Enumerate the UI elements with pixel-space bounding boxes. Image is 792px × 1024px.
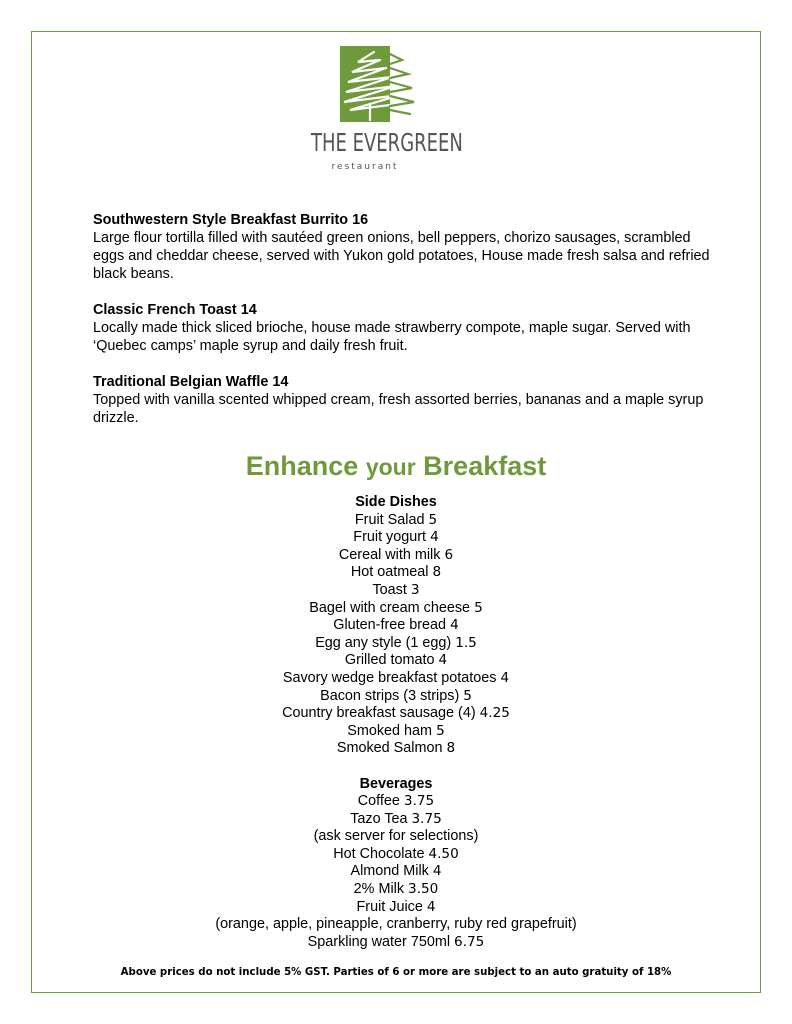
item-name: Fruit Juice	[356, 898, 423, 915]
list-item	[0, 916, 792, 934]
item-name: 2% Milk	[353, 881, 405, 898]
item-name: Smoked Salmon	[336, 740, 443, 757]
item-name: Bagel with cream cheese	[309, 599, 471, 616]
item-name: Gluten-free bread	[333, 617, 447, 634]
beverages-list	[0, 793, 792, 951]
item-name: Tazo Tea	[350, 810, 408, 827]
item-price: 3.50	[408, 881, 439, 898]
list-item	[0, 881, 792, 899]
menu-item-price: 16	[352, 212, 369, 228]
menu-item	[93, 301, 713, 355]
list-item	[0, 582, 792, 600]
list-item	[0, 740, 792, 758]
item-name: Fruit yogurt	[353, 529, 427, 546]
list-item	[0, 793, 792, 811]
menu-item-description: Topped with vanilla scented whipped cream, fresh assorted berries, bananas and a maple syrup drizzle.	[93, 392, 704, 426]
side-dishes-list	[0, 512, 792, 758]
item-price: 4	[432, 863, 442, 880]
list-item	[0, 828, 792, 846]
item-name: Fruit Salad	[354, 511, 425, 528]
menu-item-description: Large flour tortilla filled with sautéed green onions, bell peppers, chorizo sausages, scrambled eggs and cheddar cheese, served with Yukon gold potatoes, House made fresh salsa and refried black beans.	[93, 230, 710, 282]
item-name: Grilled tomato	[344, 652, 435, 669]
item-price: 8	[446, 740, 456, 757]
list-item	[0, 705, 792, 723]
item-name: Bacon strips (3 strips)	[320, 687, 460, 704]
list-item	[0, 670, 792, 688]
item-name: Cereal with milk	[338, 546, 441, 563]
item-price: 4	[438, 652, 448, 669]
menu-item-title: Classic French Toast 14	[93, 302, 257, 318]
item-price: 5	[474, 599, 483, 616]
list-item	[0, 899, 792, 917]
menu-item-price: 14	[240, 302, 257, 318]
menu-item-title: Traditional Belgian Waffle 14	[93, 374, 289, 390]
menu-item-price: 14	[272, 374, 289, 390]
item-price: 1.5	[455, 634, 477, 651]
item-name: Egg any style (1 egg)	[315, 634, 452, 651]
item-price: 4.25	[479, 705, 510, 722]
restaurant-name: THE EVERGREEN	[311, 128, 463, 157]
item-price: 3	[410, 581, 420, 598]
item-name: Country breakfast sausage (4)	[282, 705, 476, 722]
menu-item	[93, 373, 713, 427]
list-item	[0, 652, 792, 670]
item-price: 3.75	[411, 810, 442, 827]
list-item	[0, 688, 792, 706]
item-name: (orange, apple, pineapple, cranberry, ruby red grapefruit)	[215, 916, 577, 933]
item-name: Almond Milk	[350, 863, 429, 880]
menu-item	[93, 211, 713, 283]
list-item	[0, 617, 792, 635]
item-price: 3.75	[403, 793, 435, 810]
breakfast-items	[93, 211, 713, 445]
list-item	[0, 846, 792, 864]
item-name: Toast	[372, 581, 407, 598]
item-price: 4	[500, 669, 510, 686]
list-item	[0, 564, 792, 582]
list-item	[0, 863, 792, 881]
footer-note: Above prices do not include 5% GST. Parties of 6 or more are subject to an auto gratuity of 18%	[120, 967, 672, 978]
item-name: (ask server for selections)	[313, 828, 479, 845]
item-price: 4	[450, 617, 459, 634]
restaurant-subtitle: restaurant	[331, 162, 399, 172]
menu-item-title: Southwestern Style Breakfast Burrito 16	[93, 212, 369, 228]
enhance-heading: Enhance your Breakfast	[245, 451, 547, 481]
item-price: 8	[432, 564, 442, 581]
item-name: Hot Chocolate	[333, 845, 425, 862]
list-item	[0, 529, 792, 547]
list-item	[0, 600, 792, 618]
list-item	[0, 723, 792, 741]
item-price: 4.50	[428, 845, 459, 862]
item-price: 5	[436, 722, 445, 739]
extras-lists	[0, 494, 792, 951]
item-price: 5	[428, 511, 438, 528]
item-name: Sparkling water 750ml	[307, 933, 451, 950]
item-name: Hot oatmeal	[350, 564, 429, 581]
item-price: 5	[463, 687, 472, 704]
list-item	[0, 811, 792, 829]
list-item	[0, 512, 792, 530]
evergreen-tree-icon	[340, 46, 416, 122]
item-name: Savory wedge breakfast potatoes	[282, 669, 497, 686]
item-price: 4	[426, 898, 436, 915]
list-item	[0, 635, 792, 653]
side-dishes-heading: Side Dishes	[355, 494, 437, 510]
beverages-heading: Beverages	[359, 775, 433, 792]
restaurant-logo	[290, 44, 463, 179]
item-price: 4	[430, 529, 439, 546]
item-name: Smoked ham	[347, 722, 433, 739]
item-name: Coffee	[357, 793, 400, 810]
list-item	[0, 547, 792, 565]
list-item	[0, 934, 792, 952]
menu-item-description: Locally made thick sliced brioche, house made strawberry compote, maple sugar. Served with ‘Quebec camps’ maple syrup and daily fresh fruit.	[93, 320, 691, 354]
item-price: 6	[444, 546, 454, 563]
item-price: 6.75	[454, 933, 485, 950]
